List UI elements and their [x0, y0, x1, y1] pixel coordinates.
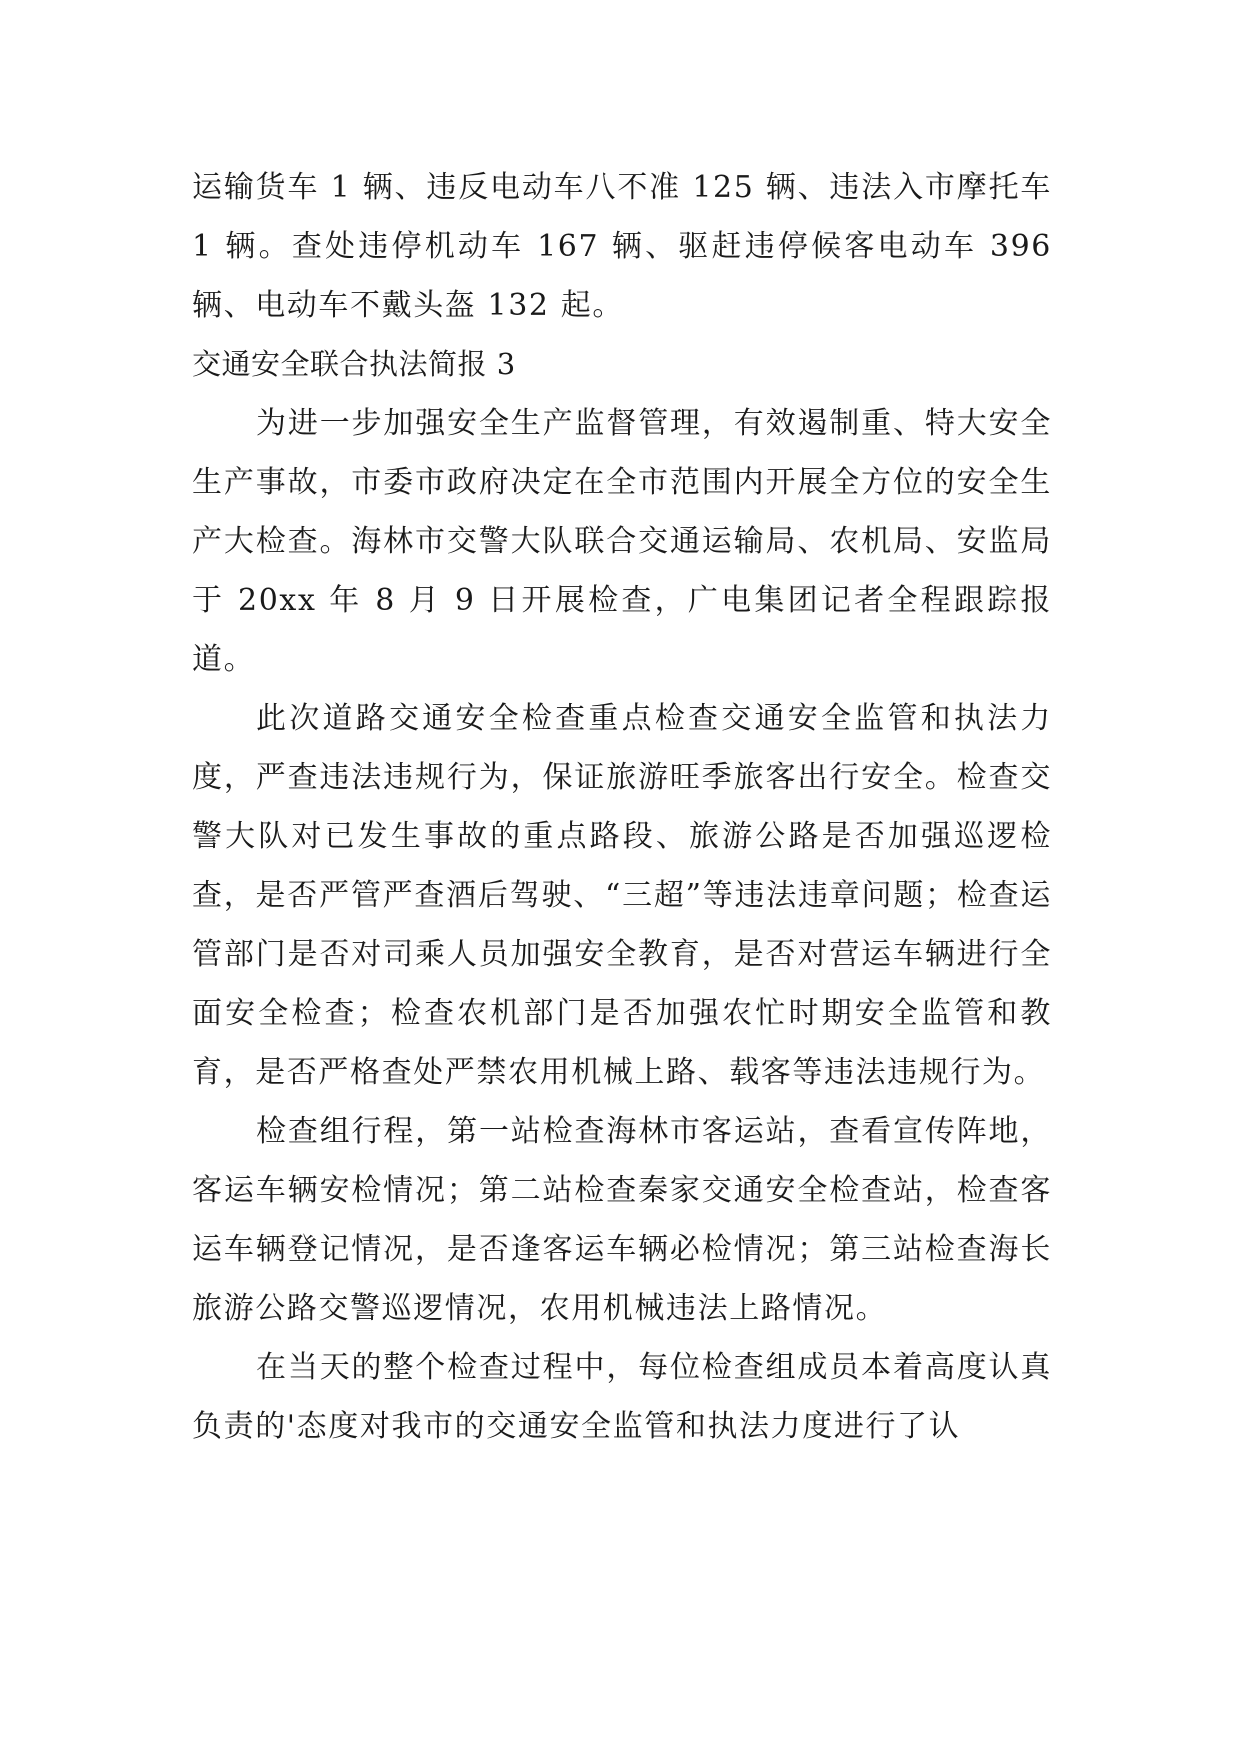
paragraph-continued: 运输货车 1 辆、违反电动车八不准 125 辆、违法入市摩托车 1 辆。查处违停机动车 167 辆、驱赶违停候客电动车 396 辆、电动车不戴头盔 132 起。: [192, 170, 1052, 323]
paragraph-3: 检查组行程，第一站检查海林市客运站，查看宣传阵地，客运车辆安检情况；第二站检查秦家交通安全检查站，检查客运车辆登记情况，是否逢客运车辆必检情况；第三站检查海长旅游公路交警巡逻情况，农用机械违法上路情况。: [192, 1114, 1052, 1326]
document-body: [192, 158, 1052, 1456]
paragraph-2: 此次道路交通安全检查重点检查交通安全监管和执法力度，严查违法违规行为，保证旅游旺季旅客出行安全。检查交警大队对已发生事故的重点路段、旅游公路是否加强巡逻检查，是否严管严查酒后驾驶、“三超”等违法违章问题；检查运管部门是否对司乘人员加强安全教育，是否对营运车辆进行全面安全检查；检查农机部门是否加强农忙时期安全监管和教育，是否严格查处严禁农用机械上路、载客等违法违规行为。: [192, 701, 1052, 1090]
paragraph-1: 为进一步加强安全生产监督管理，有效遏制重、特大安全生产事故，市委市政府决定在全市范围内开展全方位的安全生产大检查。海林市交警大队联合交通运输局、农机局、安监局于 20xx 年 8 月 9 日开展检查，广电集团记者全程跟踪报道。: [192, 406, 1052, 677]
paragraph-4: 在当天的整个检查过程中，每位检查组成员本着高度认真负责的'态度对我市的交通安全监管和执法力度进行了认: [192, 1350, 1052, 1444]
section-title: 交通安全联合执法简报 3: [192, 347, 516, 381]
